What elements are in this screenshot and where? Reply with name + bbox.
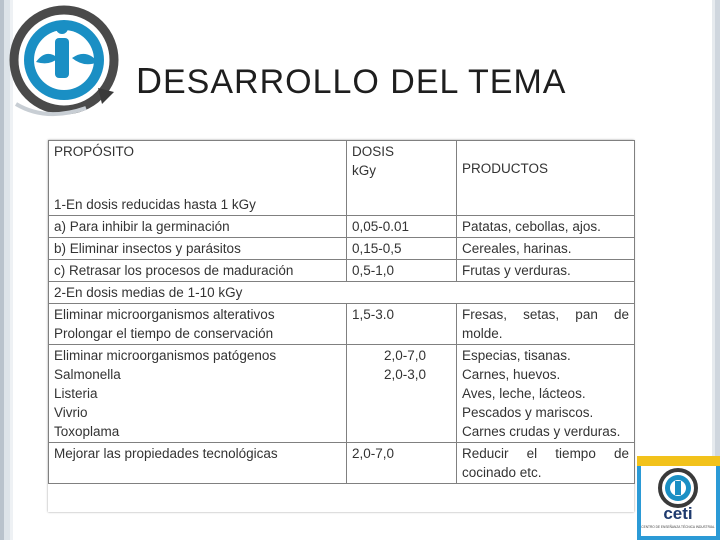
header-dosis xyxy=(347,141,457,216)
table-cell-dosis: 2,0-7,0 xyxy=(347,443,457,484)
header-dosis-line1: DOSIS xyxy=(352,144,395,159)
table-cell-proposito: Mejorar las propiedades tecnológicas xyxy=(49,443,347,484)
table-cell-dosis: 2,0-7,0 2,0-3,0 xyxy=(347,345,457,443)
table-cell-proposito: a) Para inhibir la germinación xyxy=(49,216,347,238)
table-row xyxy=(49,304,635,345)
table-row xyxy=(49,443,635,484)
header-proposito: PROPÓSITO xyxy=(49,141,347,178)
ceti-logo-subtext: CENTRO DE ENSEÑANZA TÉCNICA INDUSTRIAL xyxy=(641,525,715,529)
table-cell-proposito: 1-En dosis reducidas hasta 1 kGy xyxy=(49,177,347,216)
table-row xyxy=(49,282,635,304)
table-cell-productos: Especias, tisanas. Carnes, huevos. Aves, leche, lácteos. Pescados y mariscos. Carnes crudas y verduras. xyxy=(457,345,635,443)
table-cell-proposito: b) Eliminar insectos y parásitos xyxy=(49,238,347,260)
table-cell-productos: Cereales, harinas. xyxy=(457,238,635,260)
slide-title xyxy=(136,60,566,102)
table-cell-dosis: 0,05-0.01 xyxy=(347,216,457,238)
table-row xyxy=(49,216,635,238)
ceti-corner-logo-icon xyxy=(6,4,126,120)
ceti-logo-text: ceti xyxy=(663,504,693,523)
table-cell-productos: Reducir el tiempo de cocinado etc. xyxy=(457,443,635,484)
table-cell-proposito: 2-En dosis medias de 1-10 kGy xyxy=(49,282,635,304)
header-productos: PRODUCTOS xyxy=(457,141,635,216)
table-cell-productos: Patatas, cebollas, ajos. xyxy=(457,216,635,238)
ceti-brand-logo-icon xyxy=(637,456,720,540)
irradiation-dose-table xyxy=(48,140,635,484)
table-row xyxy=(49,345,635,443)
table-cell-proposito: c) Retrasar los procesos de maduración xyxy=(49,260,347,282)
table-cell-productos: Fresas, setas, pan de molde. xyxy=(457,304,635,345)
header-dosis-line2: kGy xyxy=(352,163,377,178)
table-header-row xyxy=(49,141,635,178)
table-cell-dosis: 1,5-3.0 xyxy=(347,304,457,345)
table-row xyxy=(49,238,635,260)
slide-title-rest: ESARROLLO DEL TEMA xyxy=(163,63,567,101)
table-cell-dosis: 0,5-1,0 xyxy=(347,260,457,282)
table-cell-dosis: 0,15-0,5 xyxy=(347,238,457,260)
table-cell-productos: Frutas y verduras. xyxy=(457,260,635,282)
table-cell-proposito: Eliminar microorganismos patógenos Salmonella Listeria Vivrio Toxoplama xyxy=(49,345,347,443)
slide-title-initial: D xyxy=(136,60,163,101)
table-cell-proposito: Eliminar microorganismos alterativos Prolongar el tiempo de conservación xyxy=(49,304,347,345)
table-row xyxy=(49,260,635,282)
irradiation-table-container xyxy=(48,140,634,512)
